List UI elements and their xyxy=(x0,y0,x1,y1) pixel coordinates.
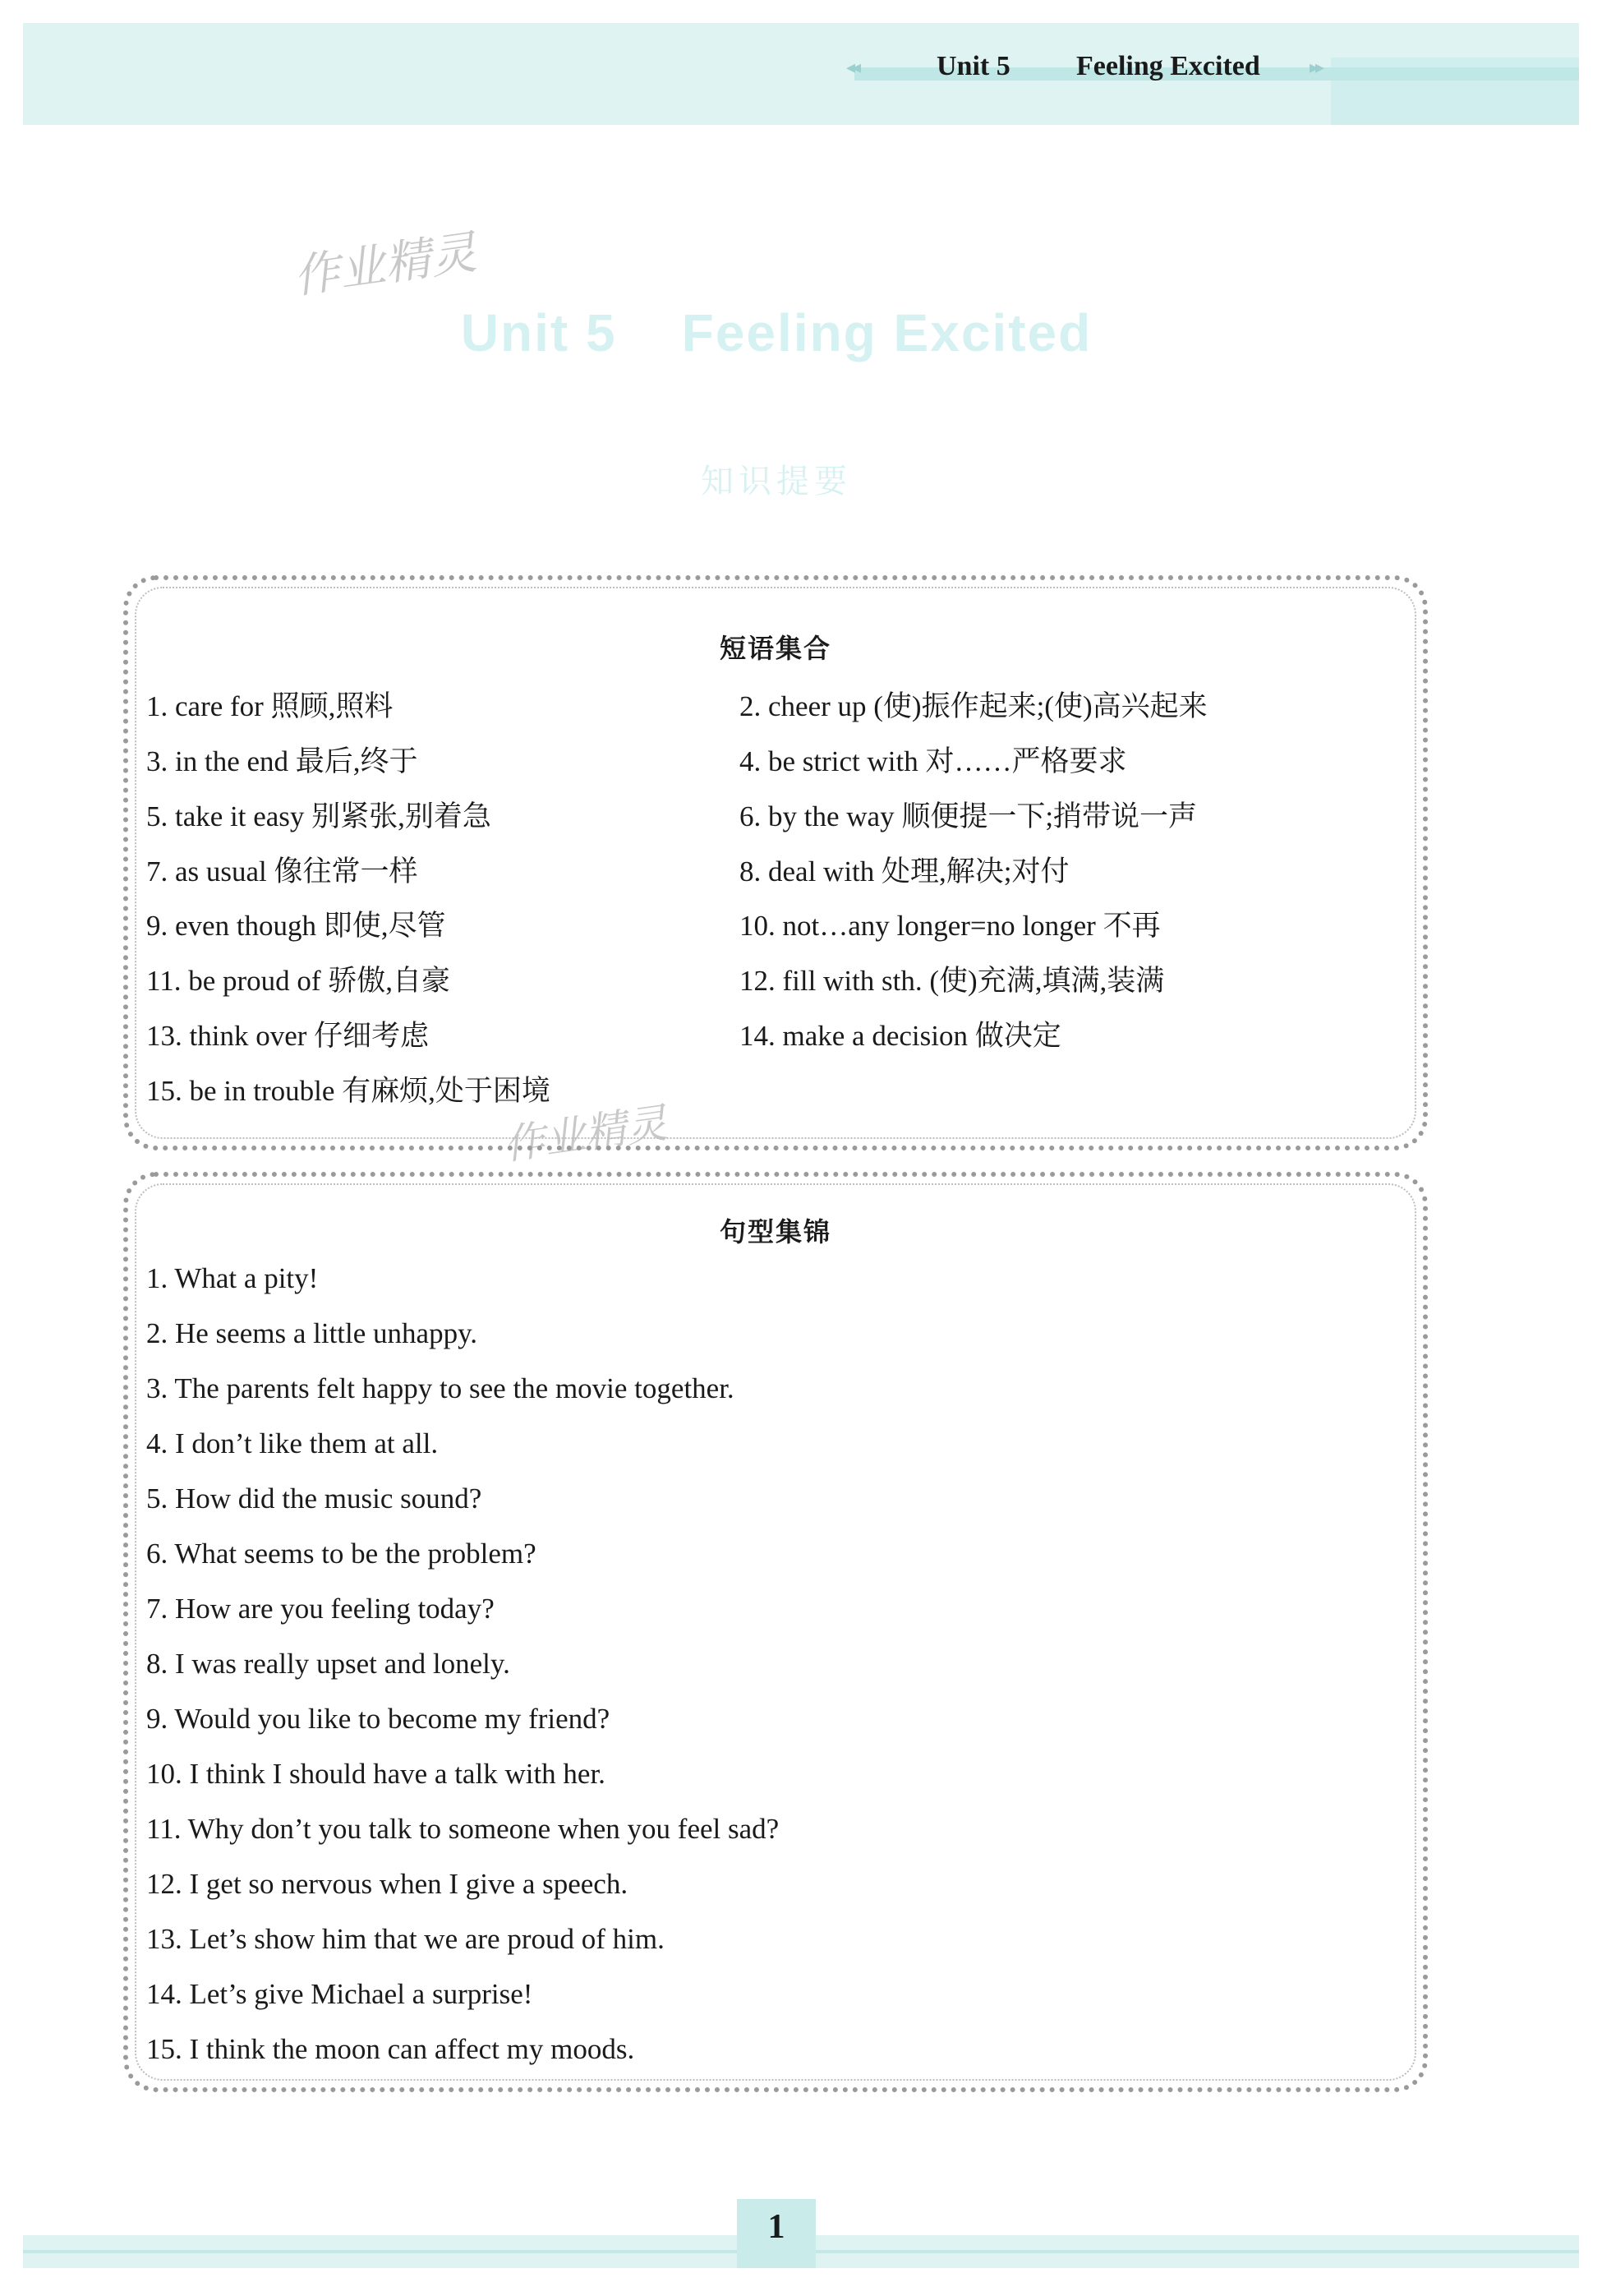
header-unit: Unit 5 xyxy=(937,51,1010,81)
sentence-item: 10. I think I should have a talk with her. xyxy=(146,1758,605,1790)
header-title: Feeling Excited xyxy=(1076,51,1260,81)
left-arrows-icon: ◂◂ xyxy=(846,58,859,78)
phrase-item: 4. be strict with 对……严格要求 xyxy=(739,745,1127,777)
sentence-item: 11. Why don’t you talk to someone when you feel sad? xyxy=(146,1813,780,1845)
phrase-item: 7. as usual 像往常一样 xyxy=(146,855,418,888)
phrases-heading: 短语集合 xyxy=(719,633,831,664)
watermark-top: 作业精灵 xyxy=(290,225,481,305)
sentence-item: 8. I was really upset and lonely. xyxy=(146,1648,510,1680)
phrase-item: 13. think over 仔细考虑 xyxy=(146,1020,430,1052)
sentence-item: 14. Let’s give Michael a surprise! xyxy=(146,1978,533,2010)
phrase-item: 1. care for 照顾,照料 xyxy=(146,690,394,722)
phrase-item: 8. deal with 处理,解决;对付 xyxy=(739,855,1070,888)
sentence-item: 3. The parents felt happy to see the movie together. xyxy=(146,1372,734,1404)
phrase-item: 15. be in trouble 有麻烦,处于困境 xyxy=(146,1075,550,1107)
phrase-item: 10. not…any longer=no longer 不再 xyxy=(739,910,1161,942)
sentence-item: 7. How are you feeling today? xyxy=(146,1593,495,1625)
sentence-item: 6. What seems to be the problem? xyxy=(146,1538,536,1570)
right-arrows-icon: ▸▸ xyxy=(1310,58,1322,78)
sentences-heading: 句型集锦 xyxy=(719,1216,831,1247)
sentence-item: 9. Would you like to become my friend? xyxy=(146,1703,610,1735)
section-title: 知识提要 xyxy=(701,463,852,500)
page-title: Unit 5 Feeling Excited xyxy=(460,303,1093,362)
sentence-item: 2. He seems a little unhappy. xyxy=(146,1317,478,1349)
phrase-item: 2. cheer up (使)振作起来;(使)高兴起来 xyxy=(739,690,1208,722)
phrase-item: 14. make a decision 做决定 xyxy=(739,1020,1061,1052)
phrase-item: 6. by the way 顺便提一下;捎带说一声 xyxy=(739,800,1198,832)
phrase-item: 11. be proud of 骄傲,自豪 xyxy=(146,965,451,997)
sentence-item: 15. I think the moon can affect my moods. xyxy=(146,2033,635,2065)
page-number: 1 xyxy=(767,2208,785,2246)
sentence-item: 12. I get so nervous when I give a speech. xyxy=(146,1868,628,1900)
phrase-item: 9. even though 即使,尽管 xyxy=(146,910,446,942)
watermark-middle: 作业精灵 xyxy=(500,1099,670,1169)
sentence-item: 4. I don’t like them at all. xyxy=(146,1427,439,1459)
sentence-item: 1. What a pity! xyxy=(146,1262,319,1294)
sentence-item: 5. How did the music sound? xyxy=(146,1482,482,1515)
phrase-item: 5. take it easy 别紧张,别着急 xyxy=(146,800,491,832)
sentence-item: 13. Let’s show him that we are proud of him. xyxy=(146,1923,665,1955)
phrase-item: 12. fill with sth. (使)充满,填满,装满 xyxy=(739,965,1165,997)
phrase-item: 3. in the end 最后,终于 xyxy=(146,745,418,777)
